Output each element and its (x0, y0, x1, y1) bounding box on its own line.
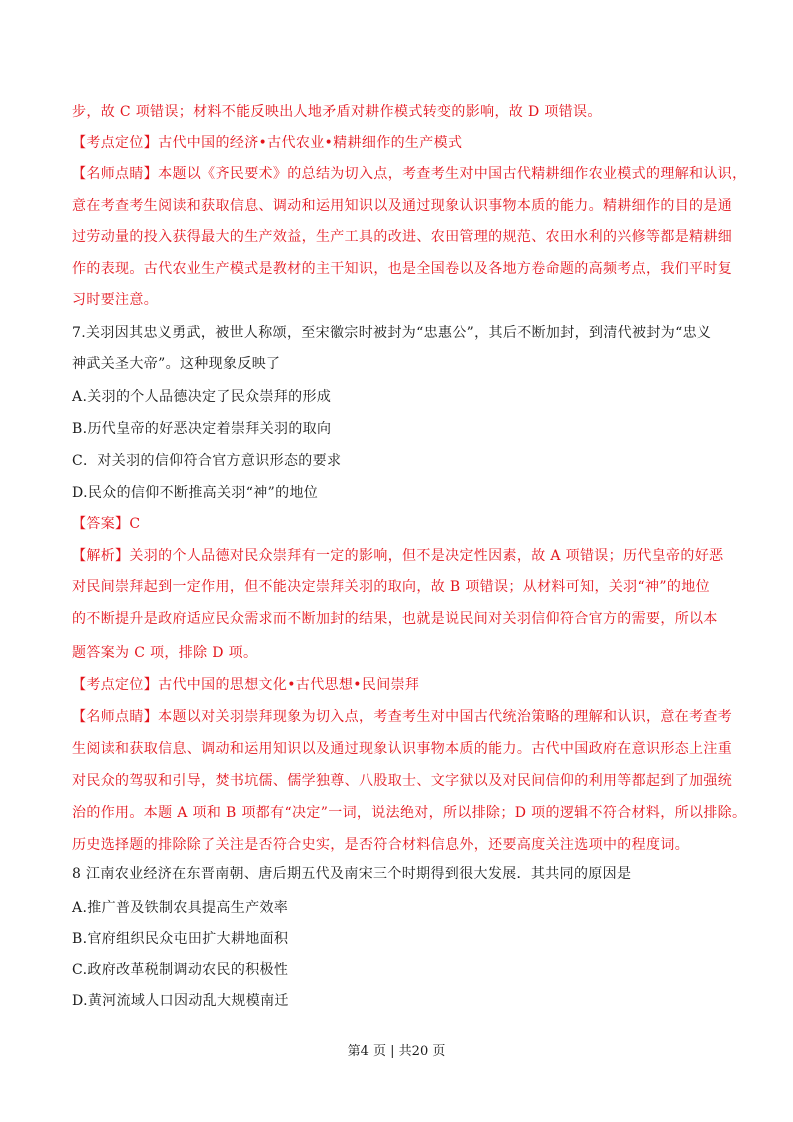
question-8-option-a: A.推广普及铁制农具提高生产效率 (72, 900, 289, 916)
question-7-option-c: C．对关羽的信仰符合官方意识形态的要求 (72, 453, 342, 469)
question-8-option-c: C.政府改革税制调动农民的积极性 (72, 962, 289, 978)
teacher-comment: 作的表现。古代农业生产模式是教材的主干知识，也是全国卷以及各地方卷命题的高频考点，我们平时复 (72, 261, 733, 277)
question-7-stem: 7.关羽因其忠义勇武，被世人称颂，至宋徽宗时被封为“忠惠公”，其后不断加封，到清代被封为“忠义 (72, 325, 712, 341)
key-point-location: 【考点定位】古代中国的思想文化•古代思想•民间崇拜 (72, 677, 420, 693)
analysis-text: 【解析】关羽的个人品德对民众崇拜有一定的影响，但不是决定性因素，故 A 项错误；历代皇帝的好恶 (72, 548, 724, 564)
teacher-comment: 历史选择题的排除除了关注是否符合史实，是否符合材料信息外，还要高度关注选项中的程度词。 (72, 837, 690, 853)
analysis-text: 对民间崇拜起到一定作用，但不能决定崇拜关羽的取向，故 B 项错误；从材料可知，关羽“神”的地位 (72, 579, 710, 595)
teacher-comment: 【名师点睛】本题以《齐民要术》的总结为切入点，考查考生对中国古代精耕细作农业模式的理解和认识， (72, 166, 747, 182)
analysis-text: 的不断提升是政府适应民众需求而不断加封的结果，也就是说民间对关羽信仰符合官方的需要，所以本 (72, 611, 718, 627)
teacher-comment: 过劳动量的投入获得最大的生产效益，生产工具的改进、农田管理的规范、农田水利的兴修等都是精耕细 (72, 229, 733, 245)
question-7-option-a: A.关羽的个人品德决定了民众崇拜的形成 (72, 389, 332, 405)
analysis-text: 步，故 C 项错误；材料不能反映出人地矛盾对耕作模式转变的影响，故 D 项错误。 (72, 104, 602, 120)
question-7-option-b: B.历代皇帝的好恶决定着崇拜关羽的取向 (72, 421, 332, 437)
teacher-comment: 意在考查考生阅读和获取信息、调动和运用知识以及通过现象认识事物本质的能力。精耕细作的目的是通 (72, 198, 733, 214)
teacher-comment: 对民众的驾驭和引导，焚书坑儒、儒学独尊、八股取士、文字狱以及对民间信仰的利用等都起到了加强统 (72, 773, 733, 789)
page-footer: 第4 页 | 共20 页 (347, 1044, 446, 1059)
question-8-option-b: B.官府组织民众屯田扩大耕地面积 (72, 931, 289, 947)
analysis-text: 题答案为 C 项，排除 D 项。 (72, 645, 258, 661)
question-8-option-d: D.黄河流域人口因动乱大规模南迁 (72, 993, 289, 1009)
teacher-comment: 习时要注意。 (72, 292, 159, 308)
question-8-stem: 8 江南农业经济在东晋南朝、唐后期五代及南宋三个时期得到很大发展．其共同的原因是 (72, 866, 632, 882)
teacher-comment: 生阅读和获取信息、调动和运用知识以及通过现象认识事物本质的能力。古代中国政府在意识形态上注重 (72, 741, 733, 757)
teacher-comment: 【名师点睛】本题以对关羽崇拜现象为切入点，考查考生对中国古代统治策略的理解和认识，意在考查考 (72, 709, 733, 725)
answer: 【答案】C (72, 516, 141, 532)
question-7-option-d: D.民众的信仰不断推高关羽“神”的地位 (72, 485, 319, 501)
teacher-comment: 治的作用。本题 A 项和 B 项都有“决定”一词，说法绝对，所以排除；D 项的逻辑不符合材料，所以排除。 (72, 805, 747, 821)
key-point-location: 【考点定位】古代中国的经济•古代农业•精耕细作的生产模式 (72, 135, 463, 151)
question-7-stem: 神武关圣大帝”。这种现象反映了 (72, 356, 281, 372)
